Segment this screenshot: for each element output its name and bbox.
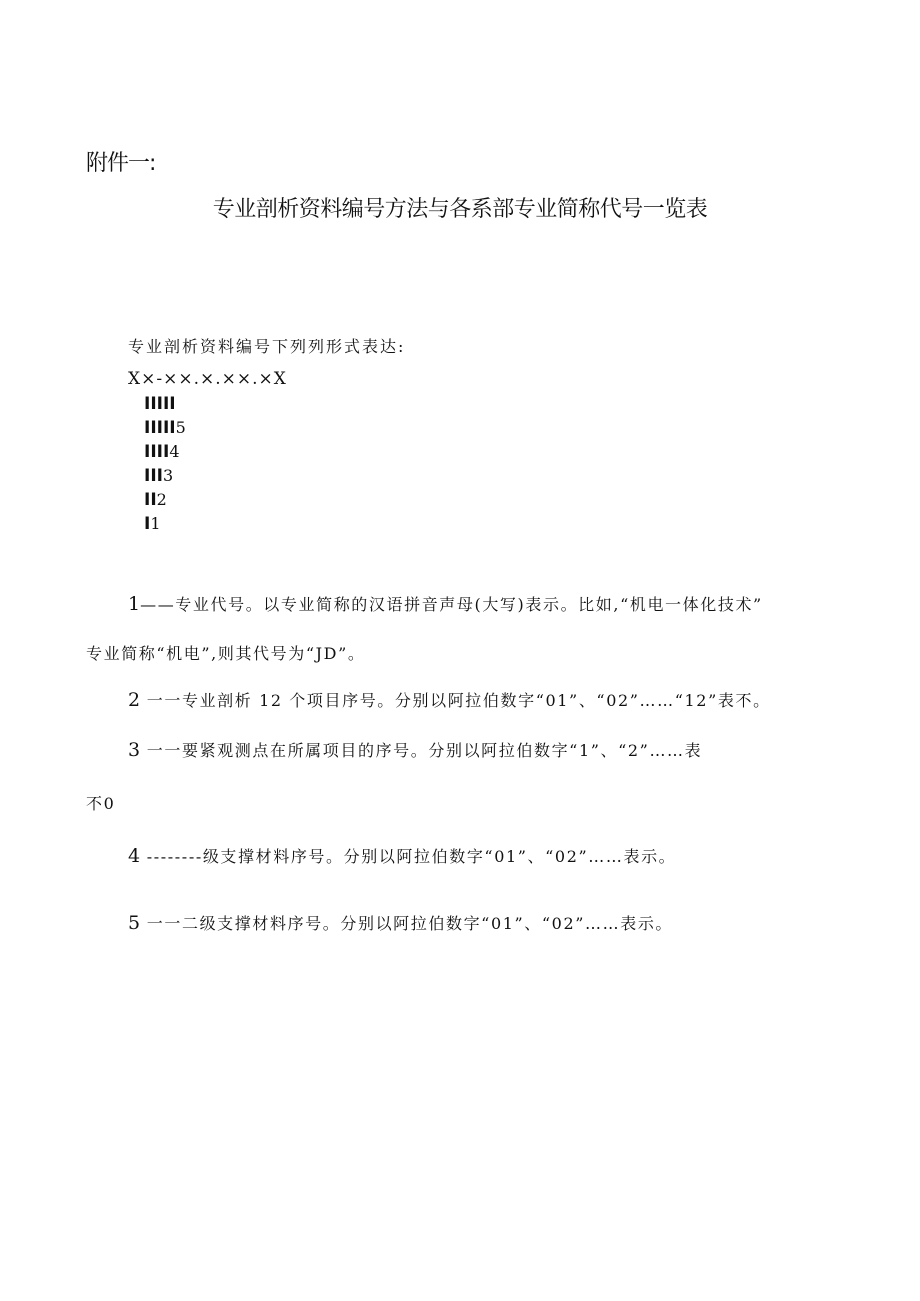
bar-label: 4: [169, 442, 180, 461]
bar-label: 5: [175, 418, 186, 437]
definition-3-line2: 不0: [86, 794, 116, 813]
definition-1-line1: [128, 592, 763, 615]
bar-marks: I: [144, 514, 151, 534]
definition-text: 一一专业剖析 12 个项目序号。分别以阿拉伯数字“01”、“02”……“12”表不。: [140, 691, 771, 710]
definition-text: ——专业代号。以专业简称的汉语拼音声母(大写)表示。比如,“机电一体化技术”: [140, 595, 763, 614]
definition-number: 3: [128, 739, 141, 761]
definition-3-line1: [128, 738, 702, 761]
definition-5: [128, 911, 673, 934]
definition-text: 一一要紧观测点在所属项目的序号。分别以阿拉伯数字“1”、“2”……表: [140, 741, 703, 760]
bar-row: [144, 392, 186, 416]
bar-row: [144, 464, 186, 488]
bar-row: [144, 416, 186, 440]
definition-1-line2: 专业简称“机电”,则其代号为“JD”。: [86, 644, 366, 663]
definition-number: 1: [128, 593, 141, 615]
attachment-label: 附件一:: [86, 151, 156, 176]
bar-row: [144, 488, 186, 512]
definition-number: 2: [128, 689, 141, 711]
code-segment-diagram: [144, 392, 186, 536]
code-pattern: X×-××.×.××.×X: [128, 369, 287, 389]
definition-2: [128, 688, 771, 711]
bar-marks: IIII: [144, 442, 170, 462]
definition-number: 5: [128, 912, 141, 934]
bar-row: [144, 512, 186, 536]
document-title: 专业剖析资料编号方法与各系部专业简称代号一览表: [212, 197, 708, 222]
bar-marks: IIIII: [144, 394, 176, 414]
definition-text: 一一二级支撑材料序号。分别以阿拉伯数字“01”、“02”……表示。: [140, 914, 674, 933]
format-intro: 专业剖析资料编号下列列形式表达:: [128, 337, 406, 356]
bar-label: 2: [156, 490, 167, 509]
bar-marks: III: [144, 466, 163, 486]
definition-number: 4: [128, 845, 141, 867]
bar-row: [144, 440, 186, 464]
bar-marks: IIIII: [144, 418, 176, 438]
bar-label: 1: [150, 514, 161, 533]
bar-marks: II: [144, 490, 157, 510]
definition-4: [128, 844, 676, 867]
bar-label: 3: [162, 466, 174, 485]
definition-text: --------级支撑材料序号。分别以阿拉伯数字“01”、“02”……表示。: [140, 847, 677, 866]
